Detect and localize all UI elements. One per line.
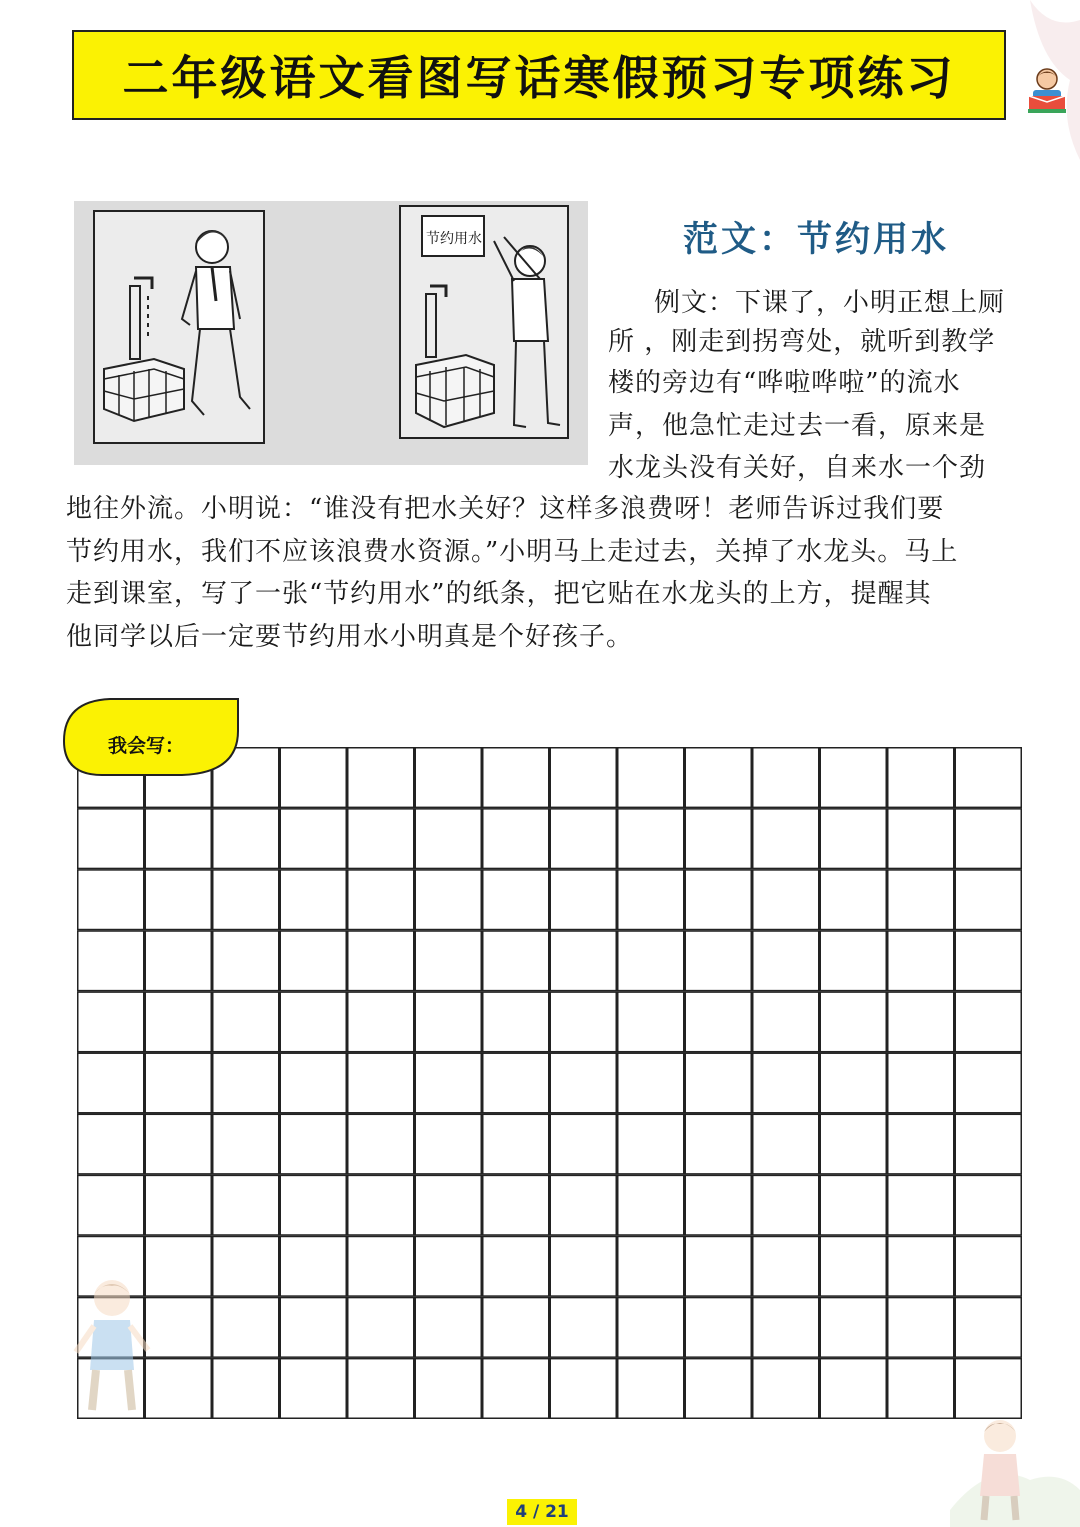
- writing-cell[interactable]: [280, 1114, 346, 1174]
- writing-cell[interactable]: [888, 992, 954, 1052]
- writing-cell[interactable]: [955, 931, 1021, 991]
- writing-cell[interactable]: [280, 992, 346, 1052]
- writing-cell[interactable]: [145, 1053, 211, 1113]
- writing-cell[interactable]: [820, 1359, 886, 1419]
- writing-cell[interactable]: [888, 1359, 954, 1419]
- writing-cell[interactable]: [348, 1359, 414, 1419]
- writing-cell[interactable]: [888, 748, 954, 808]
- writing-cell[interactable]: [550, 1114, 616, 1174]
- writing-cell[interactable]: [685, 1236, 751, 1296]
- writing-cell[interactable]: [483, 1359, 549, 1419]
- writing-cell[interactable]: [888, 870, 954, 930]
- essay-line: 楼的旁边有“哗啦哗啦”的流水: [608, 368, 961, 398]
- writing-cell[interactable]: [415, 931, 481, 991]
- writing-cell[interactable]: [213, 1359, 279, 1419]
- writing-cell[interactable]: [550, 931, 616, 991]
- writing-cell[interactable]: [213, 1298, 279, 1358]
- writing-cell[interactable]: [820, 1114, 886, 1174]
- page-title: 二年级语文看图写话寒假预习专项练习: [122, 51, 956, 105]
- writing-cell[interactable]: [618, 1053, 684, 1113]
- writing-cell[interactable]: [483, 1114, 549, 1174]
- writing-cell[interactable]: [618, 1114, 684, 1174]
- writing-cell[interactable]: [550, 1175, 616, 1235]
- writing-cell[interactable]: [280, 870, 346, 930]
- essay-line: 他同学以后一定要节约用水小明真是个好孩子。: [66, 622, 634, 652]
- writing-cell[interactable]: [753, 870, 819, 930]
- writing-grid-lines: [77, 747, 1022, 1419]
- writing-cell[interactable]: [820, 931, 886, 991]
- writing-cell[interactable]: [753, 931, 819, 991]
- writing-cell[interactable]: [78, 992, 144, 1052]
- writing-cell[interactable]: [685, 931, 751, 991]
- writing-cell[interactable]: [348, 992, 414, 1052]
- writing-cell[interactable]: [820, 748, 886, 808]
- writing-cell[interactable]: [213, 931, 279, 991]
- writing-cell[interactable]: [483, 931, 549, 991]
- writing-cell[interactable]: [955, 1175, 1021, 1235]
- writing-cell[interactable]: [550, 748, 616, 808]
- writing-cell[interactable]: [618, 931, 684, 991]
- writing-cell[interactable]: [685, 1175, 751, 1235]
- writing-cell[interactable]: [145, 1175, 211, 1235]
- writing-cell[interactable]: [415, 1298, 481, 1358]
- writing-cell[interactable]: [820, 992, 886, 1052]
- writing-cell[interactable]: [685, 809, 751, 869]
- writing-cell[interactable]: [685, 748, 751, 808]
- writing-cell[interactable]: [955, 809, 1021, 869]
- writing-cell[interactable]: [280, 1175, 346, 1235]
- writing-cell[interactable]: [415, 748, 481, 808]
- writing-cell[interactable]: [483, 1298, 549, 1358]
- essay-line: 声，他急忙走过去一看，原来是: [608, 411, 987, 441]
- writing-cell[interactable]: [78, 809, 144, 869]
- writing-cell[interactable]: [415, 870, 481, 930]
- writing-cell[interactable]: [888, 1175, 954, 1235]
- writing-cell[interactable]: [145, 870, 211, 930]
- writing-cell[interactable]: [820, 1298, 886, 1358]
- writing-cell[interactable]: [685, 1298, 751, 1358]
- writing-cell[interactable]: [753, 809, 819, 869]
- writing-cell[interactable]: [685, 992, 751, 1052]
- writing-cell[interactable]: [483, 748, 549, 808]
- writing-cell[interactable]: [550, 870, 616, 930]
- writing-cell[interactable]: [415, 1236, 481, 1296]
- writing-cell[interactable]: [415, 1175, 481, 1235]
- writing-cell[interactable]: [888, 1236, 954, 1296]
- writing-cell[interactable]: [78, 1053, 144, 1113]
- writing-cell[interactable]: [753, 748, 819, 808]
- writing-cell[interactable]: [483, 1053, 549, 1113]
- page-number: 4 / 21: [507, 1499, 577, 1525]
- writing-cell[interactable]: [955, 870, 1021, 930]
- writing-cell[interactable]: [145, 1114, 211, 1174]
- writing-cell[interactable]: [483, 1236, 549, 1296]
- illustration-panel-left: [94, 211, 264, 443]
- writing-cell[interactable]: [888, 931, 954, 991]
- writing-cell[interactable]: [955, 1114, 1021, 1174]
- writing-cell[interactable]: [618, 1175, 684, 1235]
- writing-cell[interactable]: [280, 748, 346, 808]
- model-essay-heading: 范文：节约用水: [683, 220, 950, 260]
- writing-cell[interactable]: [78, 1114, 144, 1174]
- writing-cell[interactable]: [348, 1236, 414, 1296]
- writing-cell[interactable]: [753, 1053, 819, 1113]
- writing-cell[interactable]: [348, 809, 414, 869]
- writing-cell[interactable]: [145, 1236, 211, 1296]
- illustration-panels: [74, 201, 588, 465]
- writing-cell[interactable]: [348, 1114, 414, 1174]
- writing-cell[interactable]: [618, 748, 684, 808]
- writing-cell[interactable]: [618, 1298, 684, 1358]
- writing-cell[interactable]: [483, 870, 549, 930]
- writing-cell[interactable]: [618, 1236, 684, 1296]
- writing-cell[interactable]: [685, 870, 751, 930]
- writing-cell[interactable]: [685, 1359, 751, 1419]
- essay-line: 所 ，刚走到拐弯处，就听到教学: [608, 327, 996, 357]
- writing-cell[interactable]: [820, 1236, 886, 1296]
- writing-cell[interactable]: [618, 1359, 684, 1419]
- writing-cell[interactable]: [348, 1053, 414, 1113]
- writing-cell[interactable]: [415, 1053, 481, 1113]
- essay-line: 节约用水，我们不应该浪费水资源。”小明马上走过去，关掉了水龙头。马上: [66, 537, 959, 567]
- writing-cell[interactable]: [348, 748, 414, 808]
- writing-cell[interactable]: [483, 809, 549, 869]
- writing-cell[interactable]: [348, 931, 414, 991]
- writing-cell[interactable]: [618, 809, 684, 869]
- reading-boy-icon: [1024, 66, 1070, 114]
- writing-cell[interactable]: [415, 809, 481, 869]
- writing-cell[interactable]: [685, 1114, 751, 1174]
- writing-cell[interactable]: [550, 1359, 616, 1419]
- writing-cell[interactable]: [955, 1053, 1021, 1113]
- title-banner: [72, 30, 1006, 120]
- writing-cell[interactable]: [820, 1053, 886, 1113]
- writing-cell[interactable]: [145, 992, 211, 1052]
- writing-cell[interactable]: [753, 1359, 819, 1419]
- writing-cell[interactable]: [753, 1175, 819, 1235]
- writing-cell[interactable]: [820, 1175, 886, 1235]
- writing-cell[interactable]: [78, 1175, 144, 1235]
- writing-cell[interactable]: [550, 1298, 616, 1358]
- writing-cell[interactable]: [550, 1236, 616, 1296]
- writing-cell[interactable]: [213, 1236, 279, 1296]
- decorative-kid-icon: [950, 1400, 1080, 1527]
- writing-cell[interactable]: [888, 809, 954, 869]
- writing-cell[interactable]: [280, 1053, 346, 1113]
- essay-line: 例文：下课了，小明正想上厕: [654, 288, 1006, 318]
- writing-cell[interactable]: [955, 1236, 1021, 1296]
- writing-cell[interactable]: [888, 1114, 954, 1174]
- writing-cell[interactable]: [955, 992, 1021, 1052]
- writing-cell[interactable]: [213, 1175, 279, 1235]
- writing-cell[interactable]: [280, 931, 346, 991]
- writing-cell[interactable]: [888, 1053, 954, 1113]
- writing-cell[interactable]: [213, 809, 279, 869]
- writing-cell[interactable]: [213, 1053, 279, 1113]
- write-label: 我会写：: [108, 735, 185, 757]
- writing-cell[interactable]: [820, 870, 886, 930]
- writing-cell[interactable]: [145, 931, 211, 991]
- writing-cell[interactable]: [280, 809, 346, 869]
- writing-cell[interactable]: [280, 1298, 346, 1358]
- illustration-panel-right: [400, 206, 568, 438]
- writing-cell[interactable]: [753, 1114, 819, 1174]
- writing-cell[interactable]: [550, 1053, 616, 1113]
- writing-cell[interactable]: [888, 1298, 954, 1358]
- writing-cell[interactable]: [213, 870, 279, 930]
- writing-cell[interactable]: [415, 1359, 481, 1419]
- essay-line: 地往外流。小明说：“谁没有把水关好？这样多浪费呀！老师告诉过我们要: [66, 494, 945, 524]
- writing-cell[interactable]: [618, 870, 684, 930]
- writing-cell[interactable]: [550, 809, 616, 869]
- writing-cell[interactable]: [145, 1298, 211, 1358]
- writing-cell[interactable]: [753, 992, 819, 1052]
- writing-cell[interactable]: [483, 992, 549, 1052]
- writing-cell[interactable]: [820, 809, 886, 869]
- writing-cell[interactable]: [955, 1298, 1021, 1358]
- writing-cell[interactable]: [955, 748, 1021, 808]
- writing-cell[interactable]: [348, 870, 414, 930]
- writing-cell[interactable]: [415, 992, 481, 1052]
- writing-cell[interactable]: [213, 992, 279, 1052]
- writing-cell[interactable]: [213, 1114, 279, 1174]
- writing-cell[interactable]: [78, 931, 144, 991]
- writing-grid[interactable]: [77, 747, 1022, 1419]
- writing-cell[interactable]: [550, 992, 616, 1052]
- writing-cell[interactable]: [280, 1236, 346, 1296]
- writing-cell[interactable]: [753, 1236, 819, 1296]
- essay-line: 水龙头没有关好，自来水一个劲: [608, 453, 987, 483]
- writing-cell[interactable]: [483, 1175, 549, 1235]
- writing-cell[interactable]: [685, 1053, 751, 1113]
- writing-cell[interactable]: [348, 1298, 414, 1358]
- writing-cell[interactable]: [145, 1359, 211, 1419]
- writing-cell[interactable]: [78, 870, 144, 930]
- writing-cell[interactable]: [280, 1359, 346, 1419]
- essay-line: 走到课室，写了一张“节约用水”的纸条，把它贴在水龙头的上方，提醒其: [66, 579, 932, 609]
- decorative-kid-icon: [72, 1270, 154, 1420]
- writing-cell[interactable]: [753, 1298, 819, 1358]
- writing-cell[interactable]: [348, 1175, 414, 1235]
- writing-cell[interactable]: [415, 1114, 481, 1174]
- writing-cell[interactable]: [618, 992, 684, 1052]
- sign-text: 节约用水: [426, 231, 482, 247]
- writing-cell[interactable]: [145, 809, 211, 869]
